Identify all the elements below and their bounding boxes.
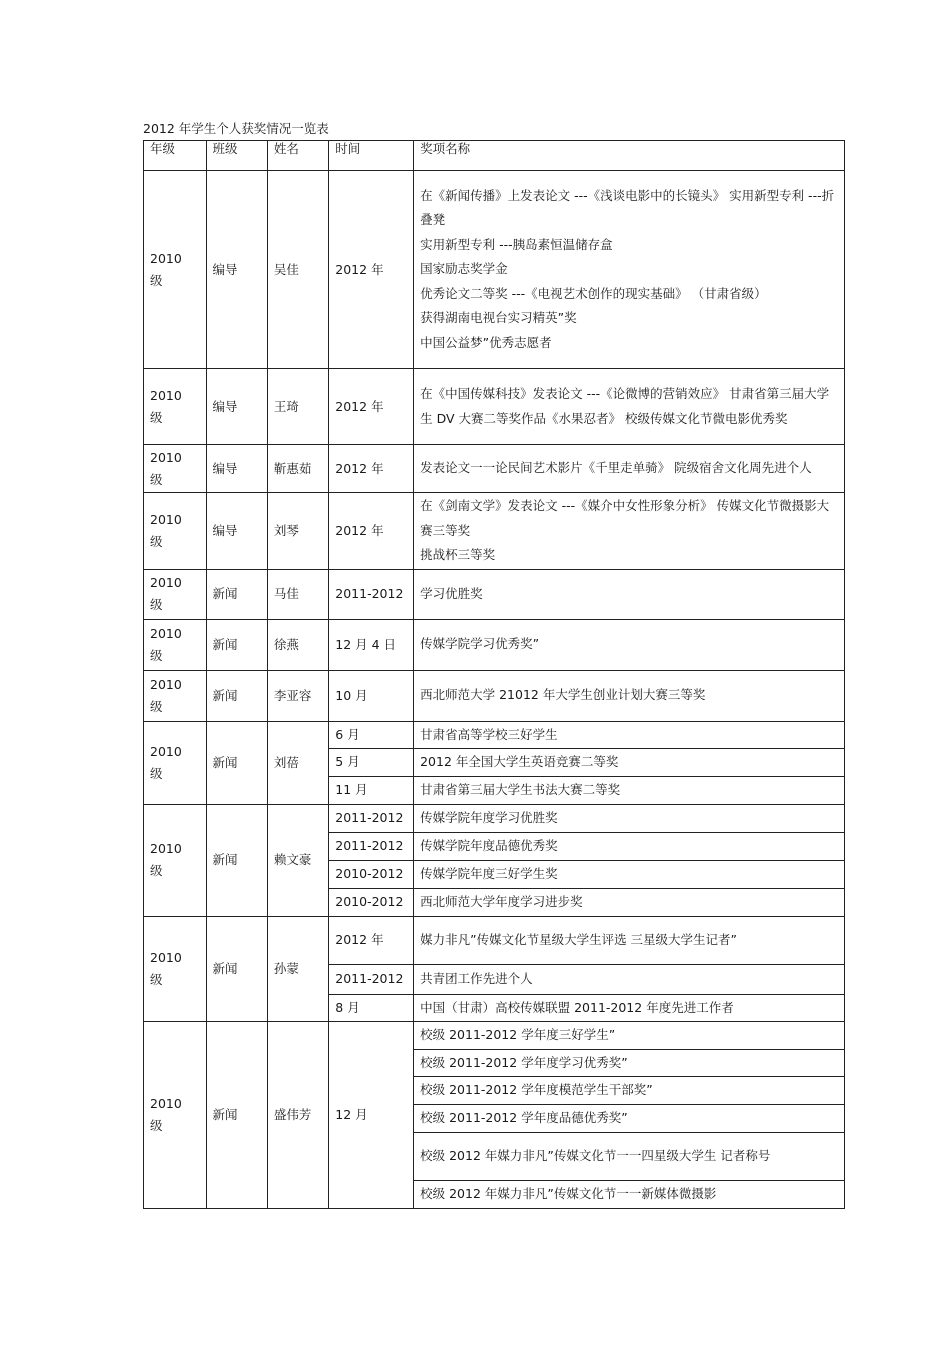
award-cell <box>414 619 845 670</box>
award-text: 2012 年全国大学生英语竞赛二等奖 <box>420 754 619 769</box>
grade-cell <box>144 445 207 493</box>
grade-cell <box>144 721 207 804</box>
header-class: 班级 <box>206 141 267 171</box>
award-text: 在《剑南文学》发表论文 ---《媒介中女性形象分析》 传媒文化节微摄影大赛三等奖 <box>420 498 830 538</box>
award-text: 传媒学院年度品德优秀奖 <box>420 837 558 853</box>
award-cell <box>414 721 845 749</box>
award-text: 学习优胜奖 <box>420 585 483 601</box>
grade-cell <box>144 670 207 721</box>
class-cell: 新闻 <box>206 569 267 619</box>
time-cell: 2011-2012 <box>329 804 414 832</box>
grade-text <box>150 509 200 553</box>
table-row <box>144 493 845 570</box>
student-name-cell: 刘蓓 <box>267 721 328 804</box>
grade-line: 级 <box>150 272 163 288</box>
class-cell: 编导 <box>206 445 267 493</box>
grade-text <box>150 1093 200 1137</box>
grade-line: 级 <box>150 471 163 487</box>
header-award: 奖项名称 <box>414 141 845 171</box>
student-name-cell: 刘琴 <box>267 493 328 570</box>
time-cell: 2011-2012 <box>329 569 414 619</box>
student-name-cell: 赖文豪 <box>267 804 328 916</box>
award-text: 挑战杯三等奖 <box>420 547 496 562</box>
table-row <box>144 569 845 619</box>
table-row <box>144 1022 845 1050</box>
time-cell: 6 月 <box>329 721 414 749</box>
grade-line: 2010 <box>150 625 182 641</box>
award-text: 校级 2011-2012 学年度模范学生干部奖” <box>420 1082 653 1098</box>
header-time: 时间 <box>329 141 414 171</box>
class-cell: 编导 <box>206 171 267 369</box>
award-cell <box>414 776 845 804</box>
time-cell: 2011-2012 <box>329 964 414 994</box>
award-text: 传媒学院年度三好学生奖 <box>420 865 558 881</box>
award-cell <box>414 994 845 1022</box>
award-text: 传媒学院年度学习优胜奖 <box>420 809 558 825</box>
class-cell: 新闻 <box>206 619 267 670</box>
header-name: 姓名 <box>267 141 328 171</box>
award-text: 共青团工作先进个人 <box>420 970 533 986</box>
grade-cell <box>144 171 207 369</box>
grade-line: 2010 <box>150 250 182 266</box>
grade-cell <box>144 569 207 619</box>
grade-text <box>150 674 200 718</box>
award-text: 发表论文一一论民间艺术影片《千里走单骑》 院级宿舍文化周先进个人 <box>420 460 812 476</box>
student-name-cell: 靳惠茹 <box>267 445 328 493</box>
grade-line: 2010 <box>150 676 182 692</box>
award-cell <box>414 445 845 493</box>
award-text: 西北师范大学 21012 年大学生创业计划大赛三等奖 <box>420 687 706 703</box>
header-grade: 年级 <box>144 141 207 171</box>
table-row <box>144 916 845 964</box>
grade-line: 2010 <box>150 387 182 403</box>
class-cell: 新闻 <box>206 804 267 916</box>
award-cell <box>414 171 845 369</box>
student-name-cell: 盛伟芳 <box>267 1022 328 1209</box>
grade-text <box>150 385 200 429</box>
grade-line: 2010 <box>150 743 182 759</box>
award-cell <box>414 1133 845 1181</box>
grade-text <box>150 248 200 292</box>
grade-cell <box>144 493 207 570</box>
award-cell <box>414 1077 845 1105</box>
page-title: 2012 年学生个人获奖情况一览表 <box>143 121 329 136</box>
time-cell: 2012 年 <box>329 916 414 964</box>
grade-line: 2010 <box>150 575 182 590</box>
award-cell <box>414 1105 845 1133</box>
grade-line: 2010 <box>150 449 182 465</box>
award-text: 国家励志奖学金 <box>420 261 508 277</box>
table-row <box>144 445 845 493</box>
award-text: 甘肃省第三届大学生书法大赛二等奖 <box>420 781 621 797</box>
grade-line: 级 <box>150 533 163 549</box>
table-row <box>144 804 845 832</box>
grade-line: 2010 <box>150 949 182 965</box>
table-row <box>144 171 845 369</box>
student-name-cell: 徐燕 <box>267 619 328 670</box>
grade-line: 级 <box>150 698 163 714</box>
award-cell <box>414 804 845 832</box>
grade-line: 2010 <box>150 1095 182 1111</box>
award-text: 在《中国传媒科技》发表论文 ---《论微博的营销效应》 甘肃省第三届大学生 DV 大赛二等奖作品《水果忍者》 校级传媒文化节微电影优秀奖 <box>420 386 830 426</box>
awards-table <box>143 140 845 1209</box>
award-text: 中国（甘肃）高校传媒联盟 2011-2012 年度先进工作者 <box>420 999 734 1015</box>
grade-line: 级 <box>150 971 163 987</box>
grade-line: 级 <box>150 647 163 663</box>
grade-text <box>150 447 200 491</box>
award-text: 在《新闻传播》上发表论文 ---《浅谈电影中的长镜头》 实用新型专利 ---折叠凳 <box>420 187 835 228</box>
time-cell: 8 月 <box>329 994 414 1022</box>
award-text: 甘肃省高等学校三好学生 <box>420 726 558 742</box>
time-cell: 2011-2012 <box>329 832 414 860</box>
grade-text <box>150 623 200 667</box>
time-cell: 12 月 4 日 <box>329 619 414 670</box>
award-cell <box>414 964 845 994</box>
time-cell: 2012 年 <box>329 493 414 570</box>
award-cell <box>414 670 845 721</box>
award-cell <box>414 749 845 777</box>
table-row <box>144 619 845 670</box>
award-cell <box>414 569 845 619</box>
grade-cell <box>144 916 207 1022</box>
award-cell <box>414 888 845 916</box>
table-row <box>144 670 845 721</box>
student-name-cell: 王琦 <box>267 369 328 445</box>
grade-line: 2010 <box>150 841 182 856</box>
award-text: 校级 2011-2012 学年度品德优秀奖” <box>420 1110 628 1126</box>
time-cell: 2010-2012 <box>329 860 414 888</box>
time-cell: 5 月 <box>329 749 414 777</box>
time-cell: 2012 年 <box>329 369 414 445</box>
table-row <box>144 369 845 445</box>
grade-text <box>150 741 200 785</box>
award-cell <box>414 860 845 888</box>
student-name-cell: 孙蒙 <box>267 916 328 1022</box>
award-text: 校级 2012 年媒力非凡”传媒文化节一一新媒体微摄影 <box>420 1186 717 1201</box>
award-cell <box>414 832 845 860</box>
award-cell <box>414 916 845 964</box>
award-text: 中国公益梦”优秀志愿者 <box>420 334 552 350</box>
award-cell <box>414 1049 845 1077</box>
award-text: 西北师范大学年度学习进步奖 <box>420 893 583 909</box>
grade-text <box>150 572 200 616</box>
award-cell <box>414 493 845 570</box>
student-name-cell: 李亚容 <box>267 670 328 721</box>
award-cell <box>414 1022 845 1050</box>
class-cell: 编导 <box>206 493 267 570</box>
grade-cell <box>144 619 207 670</box>
time-cell: 10 月 <box>329 670 414 721</box>
award-text: 媒力非凡”传媒文化节星级大学生评选 三星级大学生记者” <box>420 931 738 947</box>
table-row <box>144 721 845 749</box>
time-cell: 2010-2012 <box>329 888 414 916</box>
class-cell: 新闻 <box>206 721 267 804</box>
grade-cell <box>144 804 207 916</box>
time-cell: 11 月 <box>329 776 414 804</box>
grade-line: 2010 <box>150 511 182 527</box>
class-cell: 新闻 <box>206 1022 267 1209</box>
grade-text <box>150 947 200 991</box>
class-cell: 编导 <box>206 369 267 445</box>
award-cell <box>414 1181 845 1209</box>
grade-line: 级 <box>150 1117 163 1133</box>
grade-line: 级 <box>150 597 163 612</box>
award-text: 传媒学院学习优秀奖” <box>420 636 540 652</box>
award-text: 优秀论文二等奖 ---《电视艺术创作的现实基础》 （甘肃省级） <box>420 285 767 301</box>
time-cell: 2012 年 <box>329 445 414 493</box>
student-name-cell: 吴佳 <box>267 171 328 369</box>
class-cell: 新闻 <box>206 916 267 1022</box>
time-cell: 12 月 <box>329 1022 414 1209</box>
grade-line: 级 <box>150 409 163 425</box>
table-header-row <box>144 141 845 171</box>
award-text: 校级 2012 年媒力非凡”传媒文化节一一四星级大学生 记者称号 <box>420 1148 771 1164</box>
grade-text <box>150 838 200 882</box>
time-cell: 2012 年 <box>329 171 414 369</box>
grade-cell <box>144 369 207 445</box>
award-text: 校级 2011-2012 学年度三好学生” <box>420 1027 616 1042</box>
award-text: 实用新型专利 ---胰岛素恒温储存盒 <box>420 236 613 252</box>
grade-cell <box>144 1022 207 1209</box>
grade-line: 级 <box>150 765 163 781</box>
award-text: 校级 2011-2012 学年度学习优秀奖” <box>420 1054 628 1070</box>
student-name-cell: 马佳 <box>267 569 328 619</box>
award-text: 获得湖南电视台实习精英”奖 <box>420 310 577 326</box>
grade-line: 级 <box>150 863 163 878</box>
award-cell <box>414 369 845 445</box>
class-cell: 新闻 <box>206 670 267 721</box>
